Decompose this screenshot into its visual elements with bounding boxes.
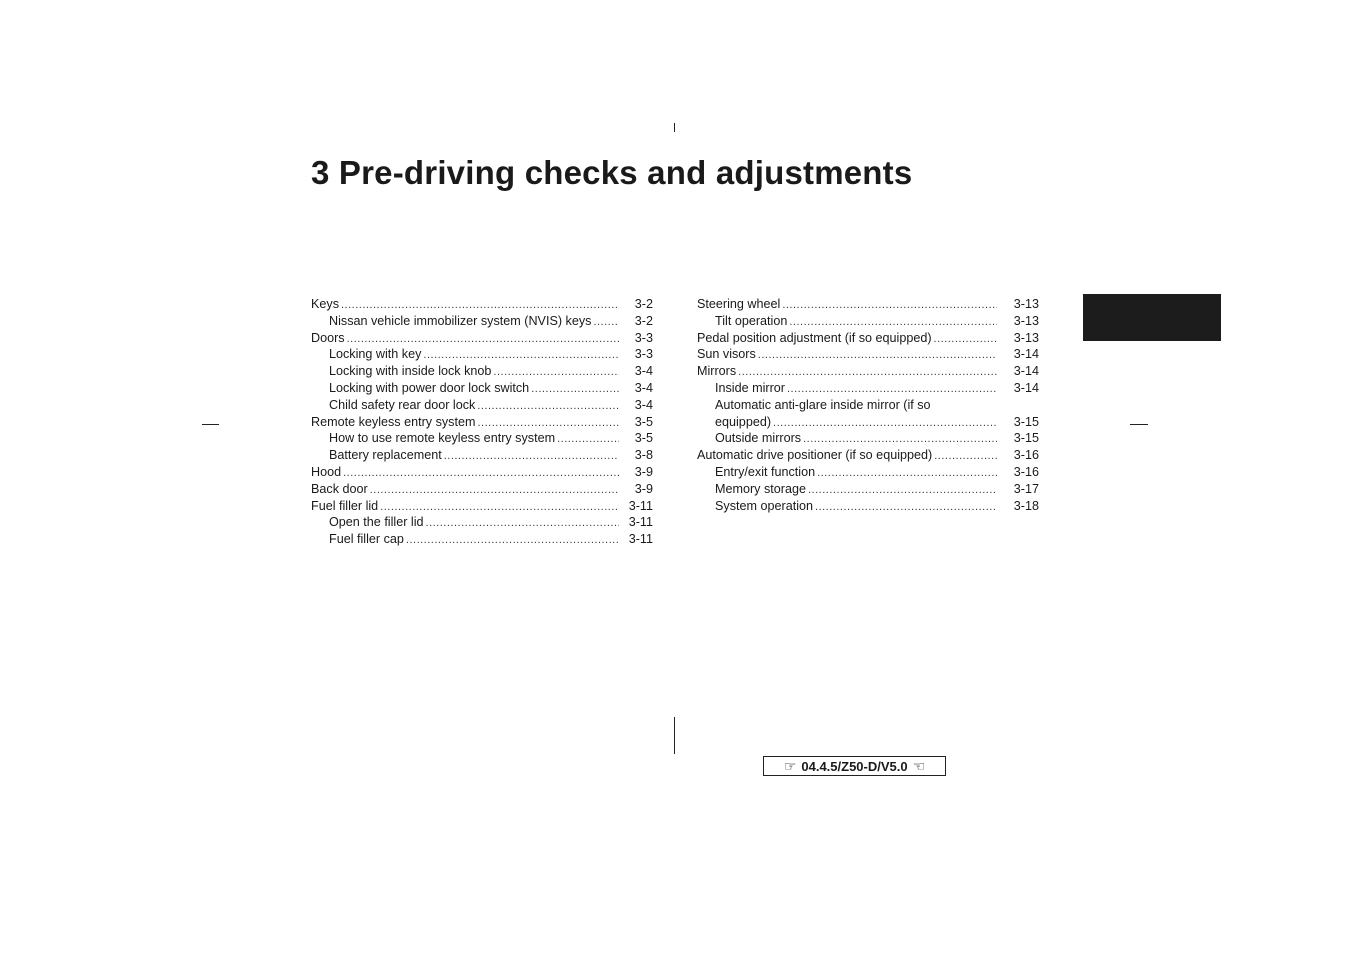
toc-page-number: 3-4 xyxy=(634,364,653,379)
toc-entry-label: Tilt operation xyxy=(715,313,788,328)
toc-page-number: 3-16 xyxy=(1013,448,1039,463)
toc-page-number: 3-2 xyxy=(634,297,653,311)
toc-entry[interactable] xyxy=(311,498,653,515)
dot-leader xyxy=(773,415,997,432)
toc-entry-label: Locking with power door lock switch xyxy=(329,380,530,395)
toc-entry-label: Battery replacement xyxy=(329,448,442,463)
toc-entry-label: Steering wheel xyxy=(697,297,781,311)
toc-page-number: 3-4 xyxy=(634,380,653,395)
toc-page-number: 3-13 xyxy=(1013,297,1039,311)
toc-entry-label: Sun visors xyxy=(697,347,756,362)
toc-page-number: 3-2 xyxy=(634,313,653,328)
toc-entry-label: Locking with key xyxy=(329,347,422,362)
toc-entry[interactable] xyxy=(697,296,1039,313)
toc-page-number: 3-5 xyxy=(634,414,653,429)
pointing-left-hand-icon: ☜ xyxy=(912,757,926,774)
toc-entry-label: Keys xyxy=(311,297,339,311)
toc-page-number: 3-14 xyxy=(1013,347,1039,362)
dot-leader xyxy=(758,347,997,364)
dot-leader xyxy=(347,331,619,348)
page-title: 3 Pre-driving checks and adjustments xyxy=(311,154,913,191)
dot-leader xyxy=(343,465,619,482)
toc-page-number: 3-14 xyxy=(1013,364,1039,379)
pointing-right-hand-icon: ☞ xyxy=(783,757,797,774)
toc-subentry[interactable] xyxy=(697,498,1039,515)
top-center-crop-mark xyxy=(674,123,675,132)
toc-left-column xyxy=(311,296,653,548)
dot-leader xyxy=(444,448,619,465)
toc-subentry[interactable] xyxy=(311,430,653,447)
toc-subentry[interactable] xyxy=(311,380,653,397)
toc-entry-label: How to use remote keyless entry system xyxy=(329,431,556,446)
toc-subentry[interactable] xyxy=(311,514,653,531)
dot-leader xyxy=(426,515,619,532)
left-registration-mark xyxy=(202,424,219,425)
toc-entry-label: Memory storage xyxy=(715,481,806,496)
toc-subentry[interactable] xyxy=(697,414,1039,431)
dot-leader xyxy=(493,364,619,381)
dot-leader xyxy=(738,364,997,381)
toc-entry-label: Locking with inside lock knob xyxy=(329,364,492,379)
dot-leader xyxy=(477,398,619,415)
toc-page-number: 3-16 xyxy=(1013,464,1039,479)
toc-subentry[interactable] xyxy=(697,313,1039,330)
toc-subentry[interactable] xyxy=(697,464,1039,481)
dot-leader xyxy=(423,347,619,364)
toc-subentry[interactable] xyxy=(311,313,653,330)
dot-leader xyxy=(815,499,997,516)
toc-entry-label: Nissan vehicle immobilizer system (NVIS) keys xyxy=(329,313,592,328)
toc-page-number: 3-8 xyxy=(634,448,653,463)
toc-page-number: 3-11 xyxy=(628,515,653,530)
toc-entry[interactable] xyxy=(311,414,653,431)
toc-entry-label: Entry/exit function xyxy=(715,464,816,479)
toc-entry[interactable] xyxy=(311,296,653,313)
center-fold-mark xyxy=(674,717,675,754)
toc-entry-label: Child safety rear door lock xyxy=(329,397,476,412)
toc-entry[interactable] xyxy=(311,464,653,481)
toc-page-number: 3-3 xyxy=(634,330,653,345)
dot-leader xyxy=(341,297,619,314)
toc-entry[interactable] xyxy=(311,330,653,347)
toc-page-number: 3-3 xyxy=(634,347,653,362)
dot-leader xyxy=(380,499,619,516)
toc-right-column xyxy=(697,296,1039,514)
toc-entry-label: Mirrors xyxy=(697,364,737,379)
toc-page-number: 3-9 xyxy=(634,464,653,479)
toc-page-number: 3-4 xyxy=(634,397,653,412)
toc-entry[interactable] xyxy=(697,346,1039,363)
toc-entry-label: equipped) xyxy=(715,414,772,429)
toc-page-number: 3-18 xyxy=(1013,498,1039,513)
toc-entry-label: Back door xyxy=(311,481,368,496)
toc-entry-label: System operation xyxy=(715,498,814,513)
dot-leader xyxy=(787,381,997,398)
toc-entry-label: Fuel filler lid xyxy=(311,498,379,513)
dot-leader xyxy=(934,331,997,348)
dot-leader xyxy=(531,381,619,398)
dot-leader xyxy=(934,448,997,465)
toc-entry-label: Hood xyxy=(311,464,342,479)
toc-entry-label: Remote keyless entry system xyxy=(311,414,476,429)
chapter-tab xyxy=(1083,294,1221,341)
dot-leader xyxy=(370,482,619,499)
dot-leader xyxy=(782,297,997,314)
toc-entry[interactable] xyxy=(697,363,1039,380)
right-registration-mark xyxy=(1130,424,1148,425)
toc-page-number: 3-15 xyxy=(1013,431,1039,446)
toc-subentry[interactable] xyxy=(311,447,653,464)
toc-entry[interactable] xyxy=(697,330,1039,347)
toc-page-number: 3-13 xyxy=(1013,330,1039,345)
toc-entry-label: Doors xyxy=(311,330,345,345)
toc-entry-label: Inside mirror xyxy=(715,380,785,395)
toc-page-number: 3-15 xyxy=(1013,414,1039,429)
toc-entry-label: Open the filler lid xyxy=(329,515,424,530)
dot-leader xyxy=(803,431,997,448)
toc-page-number: 3-9 xyxy=(634,481,653,496)
toc-page-number: 3-11 xyxy=(628,532,653,547)
dot-leader xyxy=(593,314,619,331)
dot-leader xyxy=(808,482,997,499)
toc-subentry[interactable] xyxy=(697,430,1039,447)
toc-subentry[interactable] xyxy=(311,531,653,548)
dot-leader xyxy=(406,532,619,549)
dot-leader xyxy=(789,314,997,331)
toc-page-number: 3-5 xyxy=(634,431,653,446)
toc-entry[interactable] xyxy=(311,481,653,498)
dot-leader xyxy=(817,465,997,482)
toc-page-number: 3-11 xyxy=(628,498,653,513)
toc-entry-label: Fuel filler cap xyxy=(329,532,404,547)
toc-subentry[interactable] xyxy=(311,397,653,414)
toc-subentry[interactable] xyxy=(697,380,1039,397)
toc-page-number: 3-13 xyxy=(1013,313,1039,328)
version-stamp xyxy=(763,756,946,776)
toc-entry-label: Automatic anti-glare inside mirror (if so xyxy=(715,397,931,412)
toc-page-number: 3-14 xyxy=(1013,380,1039,395)
version-text: 04.4.5/Z50-D/V5.0 xyxy=(801,758,908,774)
toc-page-number: 3-17 xyxy=(1013,481,1039,496)
toc-entry[interactable] xyxy=(697,447,1039,464)
dot-leader xyxy=(477,415,619,432)
toc-subentry[interactable] xyxy=(311,363,653,380)
toc-subentry[interactable] xyxy=(311,346,653,363)
toc-entry-label: Outside mirrors xyxy=(715,431,802,446)
toc-entry-label: Pedal position adjustment (if so equipped) xyxy=(697,330,932,345)
dot-leader xyxy=(557,431,619,448)
toc-subentry[interactable] xyxy=(697,481,1039,498)
toc-entry-label: Automatic drive positioner (if so equipped) xyxy=(697,448,933,463)
